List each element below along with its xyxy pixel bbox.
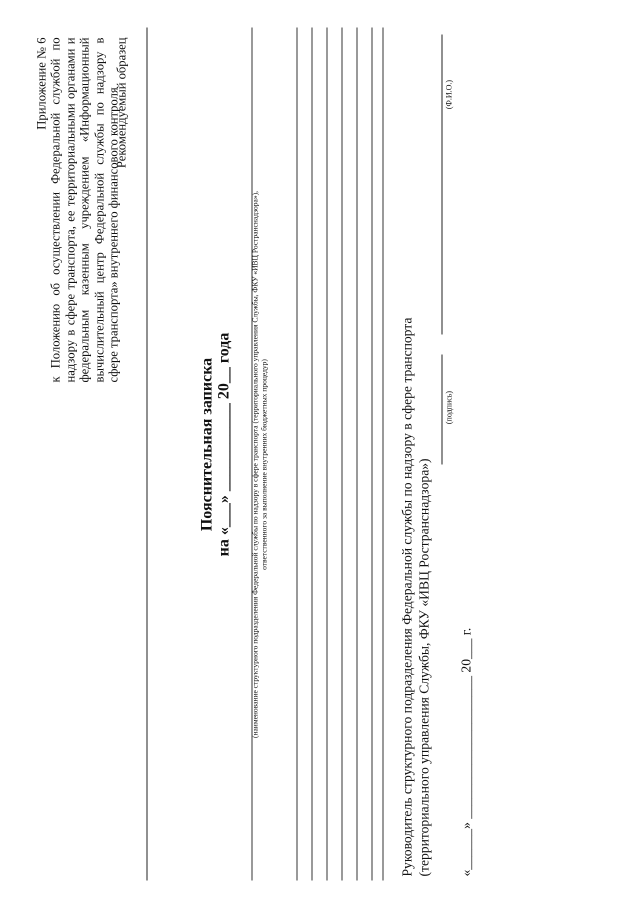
- text-line: [297, 28, 298, 881]
- fio-underline: [442, 35, 443, 335]
- document-title: Пояснительная записка: [198, 357, 216, 532]
- fio-caption: (Ф.И.О.): [444, 79, 454, 110]
- department-caption: [251, 115, 269, 815]
- appendix-title: Приложение № 6: [34, 37, 49, 130]
- text-line: [383, 28, 384, 881]
- text-line: [327, 28, 328, 881]
- caption-line-2: ответственного за выполнение внутренних бюджетных процедур): [259, 359, 269, 570]
- text-line: [312, 28, 313, 881]
- top-divider: [147, 28, 148, 881]
- signature-underline: [442, 355, 443, 465]
- sample-label: Рекомендуемый образец: [114, 37, 129, 169]
- appendix-block: [35, 38, 121, 383]
- signature-caption: (подпись): [444, 390, 454, 425]
- rotated-sheet: [1, 0, 640, 905]
- caption-line-1: (наименование структурного подразделения Федеральной службы по надзору в сфере транспорта (территориального управления Службы, ФКУ «ИВЦ Ространснадзора»),: [250, 190, 260, 739]
- text-line: [342, 28, 343, 881]
- text-line: [372, 28, 373, 881]
- text-line: [357, 28, 358, 881]
- document-date-line: на «___» ___________ 20__ года: [215, 332, 233, 557]
- head-title-line-2: (территориального управления Службы, ФКУ «ИВЦ Ространснадзора»): [416, 458, 432, 877]
- appendix-text: к Положению об осуществлении Федеральной службой по надзору в сфере транспорта, ее территориальными органами и федеральным казенным учреждением «Информационный вычислительный центр Федеральной службы по надзору в сфере транспорта» внутреннего финансового контроля: [48, 37, 121, 383]
- signature-date-line: «______» _____________________ 20___ г.: [458, 627, 474, 877]
- caption-rule: [252, 28, 253, 881]
- head-title-line-1: Руководитель структурного подразделения Федеральной службы по надзору в сфере транспорта: [399, 317, 415, 877]
